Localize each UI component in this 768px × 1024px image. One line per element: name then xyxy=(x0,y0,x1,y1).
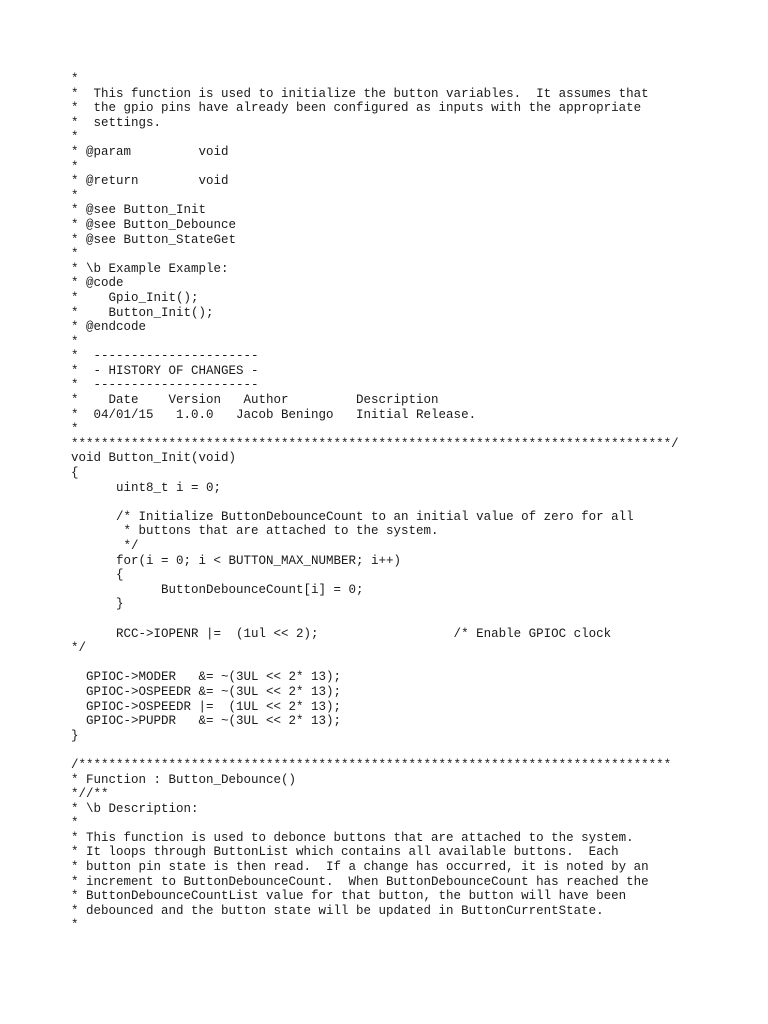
code-line: * settings. xyxy=(71,115,162,130)
code-line: * @see Button_Init xyxy=(71,203,207,218)
code-line: * xyxy=(71,159,79,174)
code-line: * 04/01/15 1.0.0 Jacob Beningo Initial Release. xyxy=(71,407,477,422)
code-line: for(i = 0; i < BUTTON_MAX_NUMBER; i++) xyxy=(71,553,402,568)
code-line: GPIOC->OSPEEDR &= ~(3UL << 2* 13); xyxy=(71,684,342,699)
code-line: * Function : Button_Debounce() xyxy=(71,772,297,787)
code-line: * @see Button_Debounce xyxy=(71,217,237,232)
code-line: RCC->IOPENR |= (1ul << 2); /* Enable GPIOC clock xyxy=(71,626,612,641)
code-line: * This function is used to debonce buttons that are attached to the system. xyxy=(71,830,634,845)
code-line: */ xyxy=(71,641,87,656)
code-line: */ xyxy=(71,539,139,553)
code-line: * It loops through ButtonList which contains all available buttons. Each xyxy=(71,845,619,860)
code-line: /******************************************************************************* xyxy=(71,757,672,772)
code-line: * xyxy=(71,816,79,831)
code-line: GPIOC->MODER &= ~(3UL << 2* 13); xyxy=(71,670,342,685)
code-line: * @param void xyxy=(71,144,229,159)
code-line: * xyxy=(71,188,79,203)
code-line: * \b Description: xyxy=(71,801,199,816)
code-line: * xyxy=(71,247,79,262)
code-line: * ---------------------- xyxy=(71,349,259,364)
code-line: * Gpio_Init(); xyxy=(71,290,199,305)
code-line xyxy=(71,743,679,758)
code-line: * This function is used to initialize the button variables. It assumes that xyxy=(71,86,649,101)
code-line: GPIOC->PUPDR &= ~(3UL << 2* 13); xyxy=(71,714,342,729)
code-line: void Button_Init(void) xyxy=(71,451,237,466)
code-line: * xyxy=(71,130,79,145)
code-line: * button pin state is then read. If a change has occurred, it is noted by an xyxy=(71,860,649,875)
code-line: * xyxy=(71,918,79,933)
code-line: { xyxy=(71,568,124,583)
code-line: * xyxy=(71,422,79,437)
code-line: } xyxy=(71,597,124,612)
code-line: * @return void xyxy=(71,174,229,189)
code-line: * Date Version Author Description xyxy=(71,393,439,408)
code-line: } xyxy=(71,728,79,743)
code-line: * buttons that are attached to the system. xyxy=(71,524,439,539)
code-line: uint8_t i = 0; xyxy=(71,480,222,495)
code-line xyxy=(71,495,679,510)
code-line: * Button_Init(); xyxy=(71,305,214,320)
code-line: * - HISTORY OF CHANGES - xyxy=(71,363,259,378)
code-line: * \b Example Example: xyxy=(71,261,229,276)
code-line: * debounced and the button state will be updated in ButtonCurrentState. xyxy=(71,903,604,918)
code-line: * @endcode xyxy=(71,320,147,335)
code-line: * @code xyxy=(71,276,124,291)
code-line: * increment to ButtonDebounceCount. When ButtonDebounceCount has reached the xyxy=(71,874,649,889)
code-line: GPIOC->OSPEEDR |= (1UL << 2* 13); xyxy=(71,699,342,714)
source-code-listing xyxy=(71,72,679,933)
code-line: * @see Button_StateGet xyxy=(71,232,237,247)
code-line xyxy=(71,612,679,627)
code-line: ********************************************************************************/ xyxy=(71,436,679,451)
code-line: * ---------------------- xyxy=(71,378,259,393)
code-line: * xyxy=(71,334,79,349)
code-line: ButtonDebounceCount[i] = 0; xyxy=(71,582,364,597)
code-line: { xyxy=(71,466,79,481)
code-line: * ButtonDebounceCountList value for that button, the button will have been xyxy=(71,889,627,904)
code-line: /* Initialize ButtonDebounceCount to an initial value of zero for all xyxy=(71,509,634,524)
code-line xyxy=(71,656,679,671)
code-line: *//** xyxy=(71,787,109,802)
code-line: * the gpio pins have already been configured as inputs with the appropriate xyxy=(71,101,642,116)
code-line: * xyxy=(71,72,79,86)
